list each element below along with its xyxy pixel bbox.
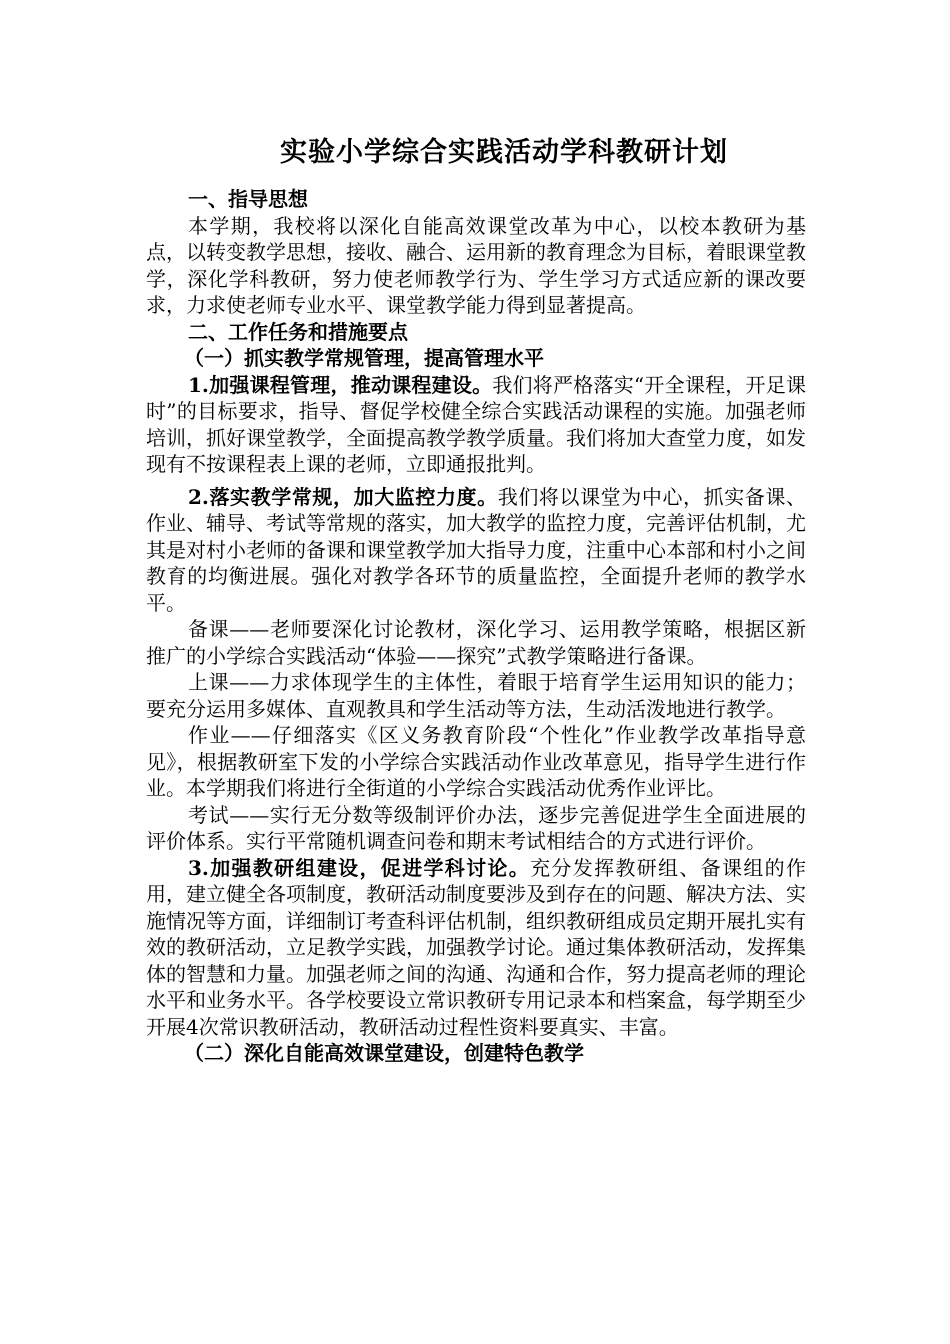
document-body [146,186,806,1067]
paragraph [146,855,806,1041]
subsection-heading: （一）抓实教学常规管理，提高管理水平 [184,346,544,370]
paragraph-text: 我们将严格落实“开全课程，开足课时”的目标要求，指导、督促学校健全综合实践活动课程的实施。加强老师培训，抓好课堂教学，全面提高教学教学质量。我们将加大查堂力度，如发现有不按课程表上课的老师，立即通报批判。 [146,372,806,476]
subsection-heading: （二）深化自能高效课堂建设，创建特色教学 [184,1041,584,1065]
paragraph [146,372,806,478]
paragraph: 作业——仔细落实《区义务教育阶段“个性化”作业教学改革指导意见》，根据教研室下发的小学综合实践活动作业改革意见，指导学生进行作业。本学期我们将进行全街道的小学综合实践活动优秀作业评比。 [146,723,806,800]
paragraph: 本学期，我校将以深化自能高效课堂改革为中心，以校本教研为基点，以转变教学思想，接收、融合、运用新的教育理念为目标，着眼课堂教学，深化学科教研，努力使老师教学行为、学生学习方式适应新的课改要求，力求使老师专业水平、课堂教学能力得到显著提高。 [146,213,806,317]
section-heading: 二、工作任务和措施要点 [188,319,408,344]
paragraph [146,484,806,617]
paragraph-text: 我们将以课堂为中心，抓实备课、作业、辅导、考试等常规的落实，加大教学的监控力度，完善评估机制，尤其是对村小老师的备课和课堂教学加大指导力度，注重中心本部和村小之间教育的均衡进展。强化对教学各环节的质量监控，全面提升老师的教学水平。 [146,484,806,615]
paragraph-lead: 3.加强教研组建设，促进学科讨论。 [188,855,531,880]
paragraph: 考试——实行无分数等级制评价办法，逐步完善促进学生全面进展的评价体系。实行平常随机调查问卷和期末考试相结合的方式进行评价。 [146,802,806,853]
section-heading: 一、指导思想 [188,187,308,211]
paragraph: 上课——力求体现学生的主体性，着眼于培育学生运用知识的能力；要充分运用多媒体、直观教具和学生活动等方法，生动活泼地进行教学。 [146,670,806,721]
paragraph-lead: 2.落实教学常规，加大监控力度。 [188,484,498,509]
paragraph: 备课——老师要深化讨论教材，深化学习、运用教学策略，根据区新推广的小学综合实践活动“体验——探究”式教学策略进行备课。 [146,617,806,668]
paragraph-lead: 1.加强课程管理，推动课程建设。 [188,372,493,397]
paragraph-text: 充分发挥教研组、备课组的作用，建立健全各项制度，教研活动制度要涉及到存在的问题、解决方法、实施情况等方面，详细制订考查科评估机制，组织教研组成员定期开展扎实有效的教研活动，立足教学实践，加强教学讨论。通过集体教研活动，发挥集体的智慧和力量。加强老师之间的沟通、沟通和合作，努力提高老师的理论水平和业务水平。各学校要设立常识教研专用记录本和档案盒，每学期至少开展4次常识教研活动，教研活动过程性资料要真实、丰富。 [146,855,806,1039]
document-title: 实验小学综合实践活动学科教研计划 [280,137,728,168]
